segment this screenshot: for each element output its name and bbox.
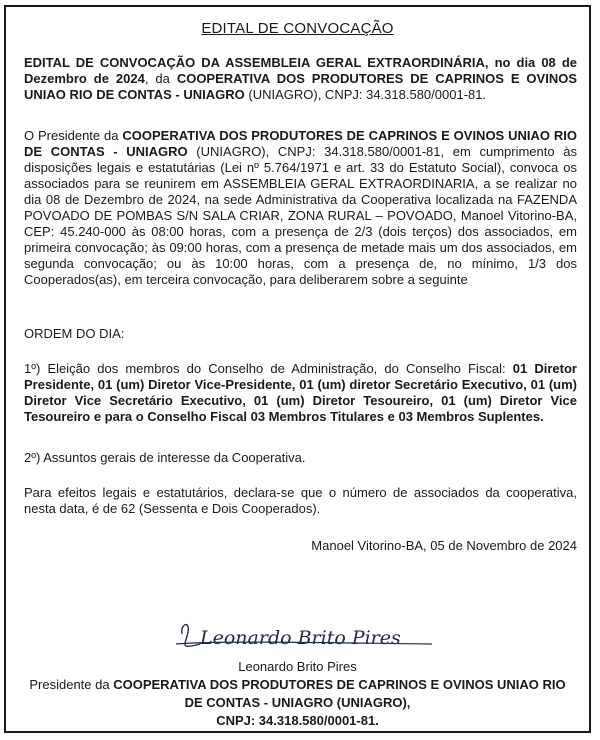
- document-frame: [4, 5, 591, 733]
- intro-text-1: , da: [144, 71, 177, 86]
- document-title: EDITAL DE CONVOCAÇÃO: [201, 20, 394, 37]
- agenda-item-1-text: 1º) Eleição dos membros do Conselho de Administração, do Conselho Fiscal:: [24, 361, 513, 376]
- agenda-item-1: [24, 361, 577, 425]
- body-text-2: (UNIAGRO), CNPJ: 34.318.580/0001-81, em cumprimento às disposições legais e estatutárias (Lei nº 5.764/1971 e art. 33 do Estatuto Social), convoca os associados para se reunirem em ASSEMBLEIA GERAL EXTRAORDINARIA, a se realizar no dia 08 de Dezembro de 2024, na sede Administrativa da Cooperativa localizada na FAZENDA POVOADO DE POMBAS S/N SALA CRIAR, ZONA RURAL – POVOADO, Manoel Vitorino-BA, CEP: 45.240-000 às 08:00 horas, com a presença de 2/3 (dois terços) dos associados, em primeira convocação; às 09:00 horas, com a presença de metade mais um dos associados, em segunda convocação; ou às 10:00 horas, com a presença de, no mínimo, 1/3 dos Cooperados(as), em terceira convocação, para deliberarem sobre a seguinte: [24, 144, 577, 287]
- handwritten-signature: [170, 614, 440, 660]
- signer-title-block: [26, 676, 569, 730]
- agenda-item-1-positions: 01 Diretor Presidente, 01 (um) Diretor Vice-Presidente, 01 (um) diretor Secretário Executivo, 01 (um) Diretor Vice Secretário Executivo, 01 (um) Diretor Tesoureiro, 01 (um) Diretor Vice Tesoureiro e para o Conselho Fiscal 03 Membros Titulares e 03 Membros Suplentes.: [24, 361, 577, 424]
- intro-bold-heading: EDITAL DE CONVOCAÇÃO DA ASSEMBLEIA GERAL EXTRAORDINÁRIA, no dia 08 de Dezembro de 2024: [24, 55, 577, 86]
- intro-paragraph: [24, 55, 577, 103]
- closing-cooperative-name: COOPERATIVA DOS PRODUTORES DE CAPRINOS E OVINOS UNIAO RIO DE CONTAS - UNIAGRO (UNIAGRO),: [113, 677, 566, 710]
- body-text-1: O Presidente da: [24, 128, 123, 143]
- intro-cooperative-name: COOPERATIVA DOS PRODUTORES DE CAPRINOS E OVINOS UNIAO RIO DE CONTAS - UNIAGRO: [24, 71, 577, 102]
- closing-cnpj: CNPJ: 34.318.580/0001-81.: [216, 713, 379, 728]
- agenda-item-2: 2º) Assuntos gerais de interesse da Cooperativa.: [24, 450, 306, 465]
- signature-lettering: Leonardo Brito Pires: [200, 627, 401, 649]
- signer-name: Leonardo Brito Pires: [238, 659, 357, 674]
- agenda-heading: ORDEM DO DIA:: [24, 326, 125, 341]
- body-cooperative-name: COOPERATIVA DOS PRODUTORES DE CAPRINOS E OVINOS UNIAO RIO DE CONTAS - UNIAGRO: [24, 128, 577, 159]
- declaration-paragraph: Para efeitos legais e estatutários, declara-se que o número de associados da cooperativa, nesta data, é de 62 (Sessenta e Dois Cooperados).: [24, 485, 577, 516]
- place-and-date: Manoel Vitorino-BA, 05 de Novembro de 2024: [311, 538, 577, 553]
- convocation-paragraph: [24, 128, 577, 288]
- intro-text-2: (UNIAGRO), CNPJ: 34.318.580/0001-81.: [244, 87, 487, 102]
- closing-text: Presidente da: [29, 677, 114, 692]
